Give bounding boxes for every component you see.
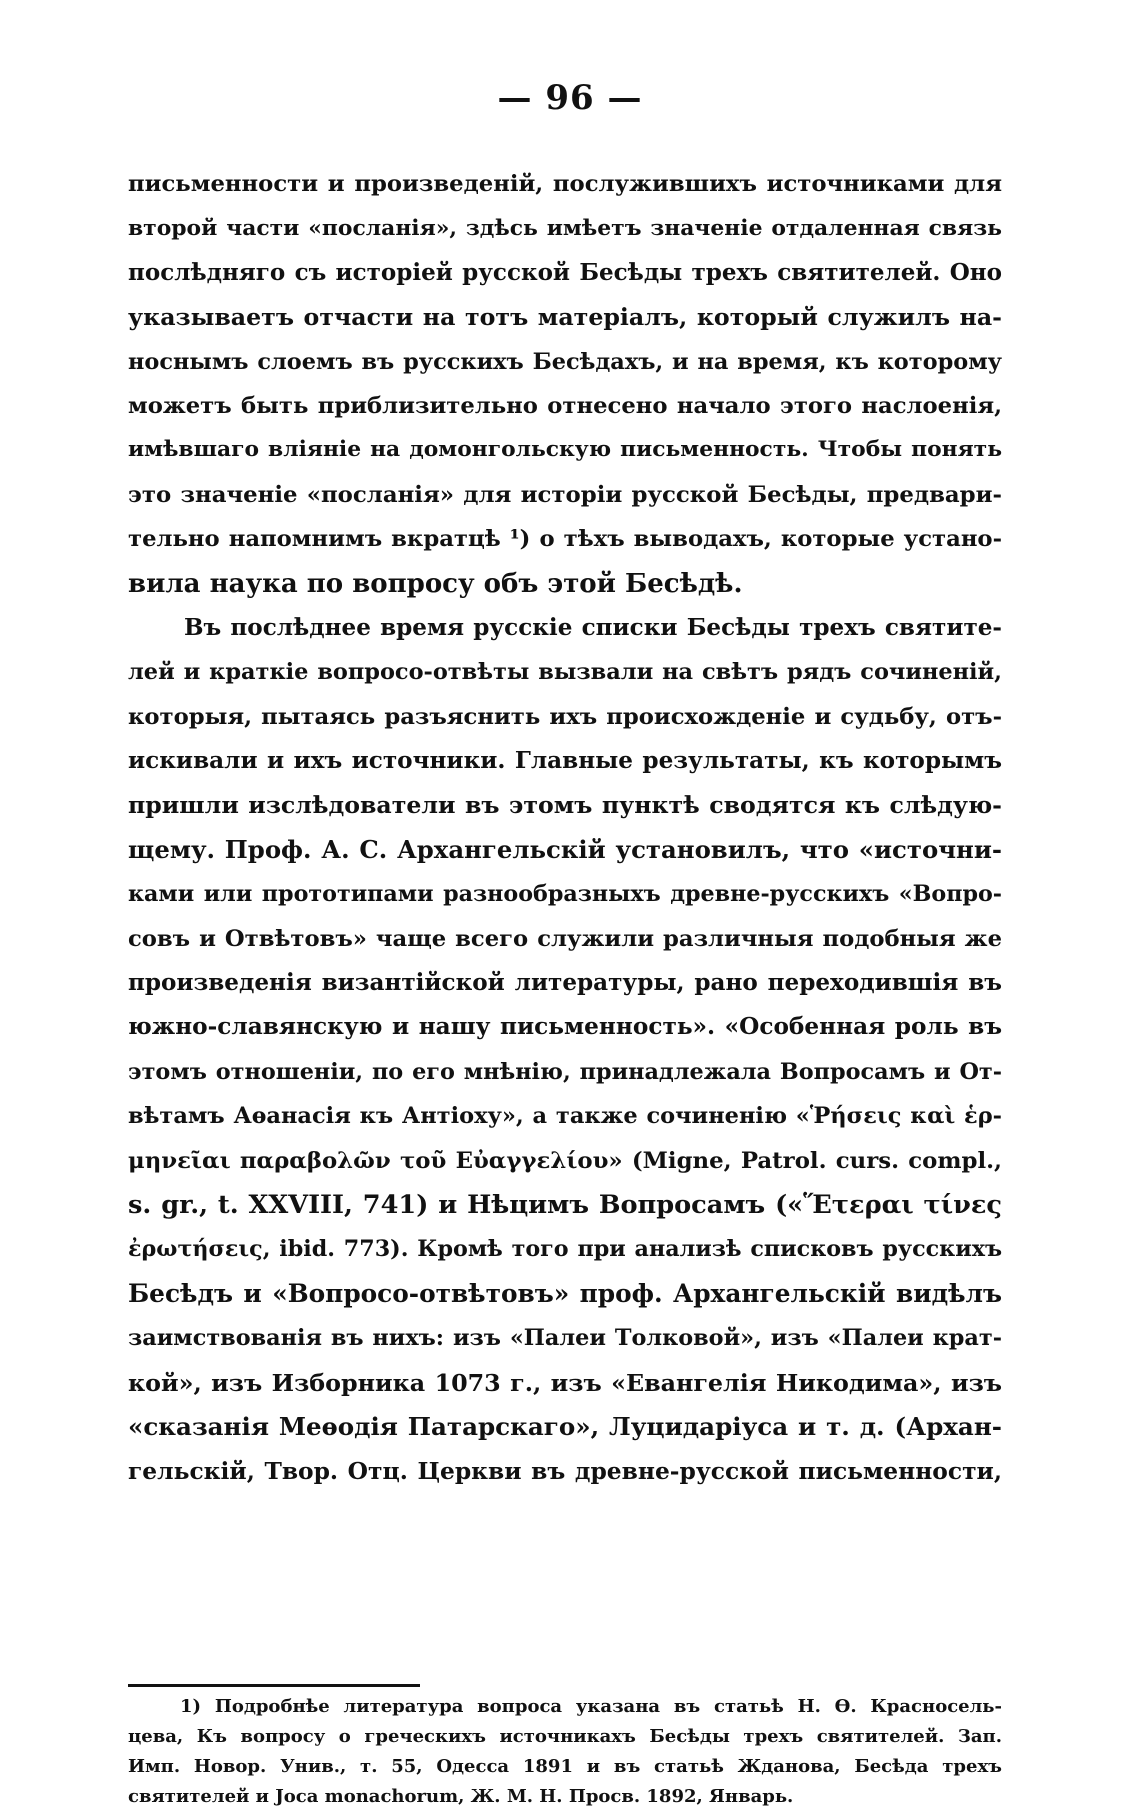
text-line: можетъ быть приблизительно отнесено начало этого наслоенія,: [128, 392, 1002, 419]
text-line: ἐρωτήσεις, ibid. 773). Кромѣ того при анализѣ списковъ русскихъ: [128, 1236, 1002, 1263]
text-line: кой», изъ Изборника 1073 г., изъ «Евангелія Никодима», изъ: [128, 1368, 1002, 1397]
text-line: вила наука по вопросу объ этой Бесѣдѣ.: [128, 568, 743, 599]
text-line: совъ и Отвѣтовъ» чаще всего служили различныя подобныя же: [128, 925, 1002, 952]
footnote-line: святителей и Joca monachorum, Ж. М. Н. Просв. 1892, Январь.: [128, 1786, 794, 1807]
text-line: послѣдняго съ исторіей русской Бесѣды трехъ святителей. Оно: [128, 258, 1002, 286]
text-line: Въ послѣднее время русскіе списки Бесѣды трехъ святите-: [184, 613, 1002, 641]
text-line: южно-славянскую и нашу письменность». «Особенная роль въ: [128, 1013, 1002, 1041]
text-line: письменности и произведеній, послужившихъ источниками для: [128, 171, 1002, 197]
footnote-line: 1) Подробнѣе литература вопроса указана въ статьѣ Н. Ѳ. Красносель-: [180, 1696, 1002, 1717]
text-line: вѣтамъ Аѳанасія къ Антіоху», а также сочиненію «Ῥήσεις καὶ ἑρ-: [128, 1103, 1002, 1130]
text-line: μηνεῖαι παραβολῶν τοῦ Εὐαγγελίου» (Migne, Patrol. curs. compl.,: [128, 1147, 1002, 1174]
footnotes: [128, 1692, 1002, 1812]
text-line: произведенія византійской литературы, рано переходившія въ: [128, 969, 1002, 997]
text-line: лей и краткіе вопросо-отвѣты вызвали на свѣтъ рядъ сочиненій,: [128, 659, 1002, 686]
text-line: имѣвшаго вліяніе на домонгольскую письменность. Чтобы понять: [128, 437, 1002, 463]
text-line: Бесѣдъ и «Вопросо-отвѣтовъ» проф. Архангельскій видѣлъ: [128, 1278, 1002, 1308]
text-line: гельскій, Твор. Отц. Церкви въ древне-русской письменности,: [128, 1457, 1002, 1486]
footnote-line: Имп. Новор. Унив., т. 55, Одесса 1891 и въ статьѣ Жданова, Бесѣда трехъ: [128, 1756, 1002, 1777]
text-line: тельно напомнимъ вкратцѣ ¹) о тѣхъ выводахъ, которые устано-: [128, 526, 1002, 553]
text-line: указываетъ отчасти на тотъ матеріалъ, который служилъ на-: [128, 303, 1002, 332]
text-line: «сказанія Меѳодія Патарскаго», Луцидаріуса и т. д. (Архан-: [128, 1411, 1002, 1441]
main-text: [128, 162, 1002, 1494]
page-number: — 96 —: [497, 78, 643, 118]
text-line: искивали и ихъ источники. Главные результаты, къ которымъ: [128, 747, 1002, 775]
text-line: которыя, пытаясь разъяснить ихъ происхожденіе и судьбу, отъ-: [128, 703, 1002, 730]
text-line: заимствованія въ нихъ: изъ «Палеи Толковой», изъ «Палеи крат-: [128, 1325, 1002, 1352]
footnote-line: цева, Къ вопросу о греческихъ источникахъ Бесѣды трехъ святителей. Зап.: [128, 1726, 1002, 1747]
text-line: щему. Проф. А. С. Архангельскій установилъ, что «источни-: [128, 834, 1002, 864]
text-line: носнымъ слоемъ въ русскихъ Бесѣдахъ, и на время, къ которому: [128, 348, 1002, 375]
text-line: этомъ отношеніи, по его мнѣнію, принадлежала Вопросамъ и От-: [128, 1058, 1002, 1085]
text-line: ками или прототипами разнообразныхъ древне-русскихъ «Вопро-: [128, 881, 1002, 908]
text-line: s. gr., t. XXVIII, 741) и Нѣцимъ Вопросамъ («Ἕτεραι τίνες: [128, 1189, 1002, 1220]
footnote-divider: [128, 1684, 420, 1687]
text-line: это значеніе «посланія» для исторіи русской Бесѣды, предвари-: [128, 481, 1002, 508]
text-line: второй части «посланія», здѣсь имѣетъ значеніе отдаленная связь: [128, 215, 1002, 242]
text-line: пришли изслѣдователи въ этомъ пунктѣ сводятся къ слѣдую-: [128, 791, 1002, 820]
